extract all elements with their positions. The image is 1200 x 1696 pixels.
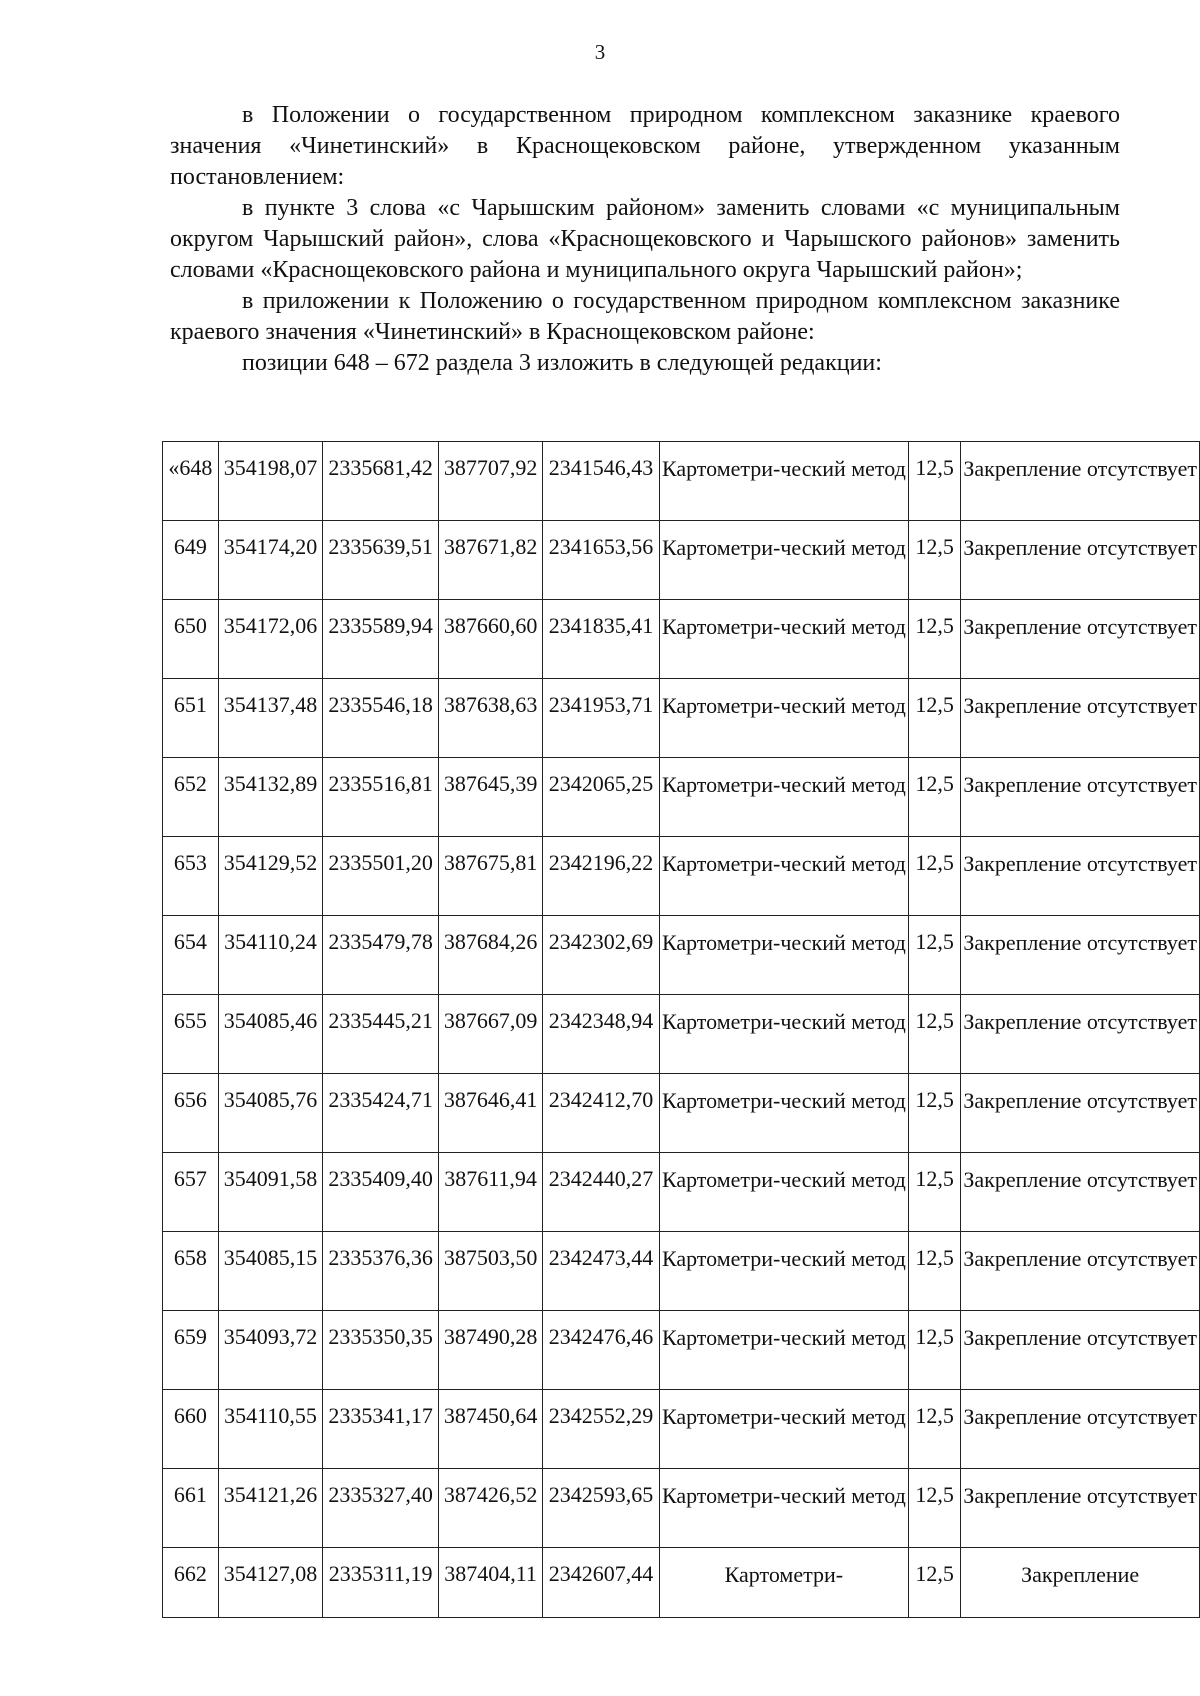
method-cell: Картометри- xyxy=(659,1548,908,1618)
y1-cell: 2335445,21 xyxy=(323,995,439,1074)
y2-cell: 2341653,56 xyxy=(543,521,660,600)
x2-cell: 387490,28 xyxy=(439,1311,543,1390)
paragraph: позиции 648 – 672 раздела 3 изложить в следующей редакции: xyxy=(242,350,882,376)
point-number-cell: 655 xyxy=(163,995,219,1074)
accuracy-cell: 12,5 xyxy=(908,1232,961,1311)
table-row xyxy=(163,600,1200,679)
accuracy-cell: 12,5 xyxy=(908,916,961,995)
y2-cell: 2342607,44 xyxy=(543,1548,660,1618)
method-cell: Картометри-ческий метод xyxy=(659,1311,908,1390)
y2-cell: 2341835,41 xyxy=(543,600,660,679)
y2-cell: 2342593,65 xyxy=(543,1469,660,1548)
x1-cell: 354129,52 xyxy=(218,837,322,916)
y1-cell: 2335501,20 xyxy=(323,837,439,916)
y1-cell: 2335376,36 xyxy=(323,1232,439,1311)
table-body xyxy=(163,442,1200,1618)
document-body xyxy=(170,100,1120,379)
x2-cell: 387675,81 xyxy=(439,837,543,916)
point-number-cell: 653 xyxy=(163,837,219,916)
y2-cell: 2341953,71 xyxy=(543,679,660,758)
y2-cell: 2342196,22 xyxy=(543,837,660,916)
method-cell: Картометри-ческий метод xyxy=(659,679,908,758)
method-cell: Картометри-ческий метод xyxy=(659,1153,908,1232)
table-row xyxy=(163,679,1200,758)
x1-cell: 354172,06 xyxy=(218,600,322,679)
x2-cell: 387645,39 xyxy=(439,758,543,837)
table-row xyxy=(163,995,1200,1074)
x1-cell: 354091,58 xyxy=(218,1153,322,1232)
point-number-cell: 651 xyxy=(163,679,219,758)
point-number-cell: «648 xyxy=(163,442,219,521)
table-row xyxy=(163,1469,1200,1548)
table-row xyxy=(163,1548,1200,1618)
x2-cell: 387707,92 xyxy=(439,442,543,521)
fixing-cell: Закрепление отсутствует xyxy=(961,679,1200,758)
y1-cell: 2335327,40 xyxy=(323,1469,439,1548)
accuracy-cell: 12,5 xyxy=(908,1548,961,1618)
fixing-cell: Закрепление отсутствует xyxy=(961,1074,1200,1153)
accuracy-cell: 12,5 xyxy=(908,1469,961,1548)
point-number-cell: 654 xyxy=(163,916,219,995)
method-cell: Картометри-ческий метод xyxy=(659,600,908,679)
x1-cell: 354198,07 xyxy=(218,442,322,521)
table-row xyxy=(163,1232,1200,1311)
table-row xyxy=(163,442,1200,521)
method-cell: Картометри-ческий метод xyxy=(659,1074,908,1153)
y1-cell: 2335350,35 xyxy=(323,1311,439,1390)
x2-cell: 387660,60 xyxy=(439,600,543,679)
method-cell: Картометри-ческий метод xyxy=(659,442,908,521)
point-number-cell: 659 xyxy=(163,1311,219,1390)
paragraph: в приложении к Положению о государственном природном комплексном заказнике краевого значения «Чинетинский» в Краснощековском районе: xyxy=(170,288,1120,345)
method-cell: Картометри-ческий метод xyxy=(659,1390,908,1469)
accuracy-cell: 12,5 xyxy=(908,1311,961,1390)
table-row xyxy=(163,837,1200,916)
x2-cell: 387450,64 xyxy=(439,1390,543,1469)
table-row xyxy=(163,1311,1200,1390)
x2-cell: 387503,50 xyxy=(439,1232,543,1311)
method-cell: Картометри-ческий метод xyxy=(659,1232,908,1311)
table-row xyxy=(163,758,1200,837)
y2-cell: 2342440,27 xyxy=(543,1153,660,1232)
fixing-cell: Закрепление отсутствует xyxy=(961,442,1200,521)
y1-cell: 2335341,17 xyxy=(323,1390,439,1469)
point-number-cell: 662 xyxy=(163,1548,219,1618)
fixing-cell: Закрепление отсутствует xyxy=(961,600,1200,679)
method-cell: Картометри-ческий метод xyxy=(659,916,908,995)
page-number: 3 xyxy=(594,40,606,64)
accuracy-cell: 12,5 xyxy=(908,442,961,521)
x2-cell: 387646,41 xyxy=(439,1074,543,1153)
accuracy-cell: 12,5 xyxy=(908,1390,961,1469)
fixing-cell: Закрепление отсутствует xyxy=(961,1311,1200,1390)
x2-cell: 387638,63 xyxy=(439,679,543,758)
method-cell: Картометри-ческий метод xyxy=(659,837,908,916)
accuracy-cell: 12,5 xyxy=(908,600,961,679)
point-number-cell: 649 xyxy=(163,521,219,600)
fixing-cell: Закрепление xyxy=(961,1548,1200,1618)
x1-cell: 354085,15 xyxy=(218,1232,322,1311)
y2-cell: 2342065,25 xyxy=(543,758,660,837)
method-cell: Картометри-ческий метод xyxy=(659,521,908,600)
x1-cell: 354174,20 xyxy=(218,521,322,600)
y2-cell: 2342412,70 xyxy=(543,1074,660,1153)
x2-cell: 387671,82 xyxy=(439,521,543,600)
x1-cell: 354127,08 xyxy=(218,1548,322,1618)
y1-cell: 2335546,18 xyxy=(323,679,439,758)
table-row xyxy=(163,521,1200,600)
accuracy-cell: 12,5 xyxy=(908,679,961,758)
fixing-cell: Закрепление отсутствует xyxy=(961,521,1200,600)
x1-cell: 354085,76 xyxy=(218,1074,322,1153)
y1-cell: 2335424,71 xyxy=(323,1074,439,1153)
x1-cell: 354137,48 xyxy=(218,679,322,758)
y2-cell: 2341546,43 xyxy=(543,442,660,521)
point-number-cell: 658 xyxy=(163,1232,219,1311)
x2-cell: 387667,09 xyxy=(439,995,543,1074)
fixing-cell: Закрепление отсутствует xyxy=(961,758,1200,837)
fixing-cell: Закрепление отсутствует xyxy=(961,1390,1200,1469)
fixing-cell: Закрепление отсутствует xyxy=(961,916,1200,995)
y1-cell: 2335479,78 xyxy=(323,916,439,995)
accuracy-cell: 12,5 xyxy=(908,995,961,1074)
x1-cell: 354132,89 xyxy=(218,758,322,837)
x1-cell: 354085,46 xyxy=(218,995,322,1074)
method-cell: Картометри-ческий метод xyxy=(659,1469,908,1548)
y1-cell: 2335589,94 xyxy=(323,600,439,679)
fixing-cell: Закрепление отсутствует xyxy=(961,837,1200,916)
paragraph: в Положении о государственном природном комплексном заказнике краевого значения «Чинетинский» в Краснощековском районе, утвержденном указанным постановлением: xyxy=(170,102,1120,190)
point-number-cell: 652 xyxy=(163,758,219,837)
table-row xyxy=(163,1153,1200,1232)
fixing-cell: Закрепление отсутствует xyxy=(961,1232,1200,1311)
x1-cell: 354093,72 xyxy=(218,1311,322,1390)
x1-cell: 354110,24 xyxy=(218,916,322,995)
x2-cell: 387404,11 xyxy=(439,1548,543,1618)
table-row xyxy=(163,916,1200,995)
y2-cell: 2342473,44 xyxy=(543,1232,660,1311)
y2-cell: 2342348,94 xyxy=(543,995,660,1074)
x2-cell: 387426,52 xyxy=(439,1469,543,1548)
paragraph: в пункте 3 слова «с Чарышским районом» заменить словами «с муниципальным округом Чарышский район», слова «Краснощековского и Чарышского районов» заменить словами «Краснощековского района и муниципального округа Чарышский район»; xyxy=(170,195,1120,283)
y1-cell: 2335639,51 xyxy=(323,521,439,600)
accuracy-cell: 12,5 xyxy=(908,1153,961,1232)
point-number-cell: 650 xyxy=(163,600,219,679)
y2-cell: 2342552,29 xyxy=(543,1390,660,1469)
fixing-cell: Закрепление отсутствует xyxy=(961,1153,1200,1232)
coordinates-table xyxy=(162,441,1200,1618)
method-cell: Картометри-ческий метод xyxy=(659,995,908,1074)
point-number-cell: 660 xyxy=(163,1390,219,1469)
point-number-cell: 656 xyxy=(163,1074,219,1153)
fixing-cell: Закрепление отсутствует xyxy=(961,1469,1200,1548)
accuracy-cell: 12,5 xyxy=(908,521,961,600)
x1-cell: 354110,55 xyxy=(218,1390,322,1469)
accuracy-cell: 12,5 xyxy=(908,758,961,837)
y1-cell: 2335681,42 xyxy=(323,442,439,521)
table-row xyxy=(163,1390,1200,1469)
fixing-cell: Закрепление отсутствует xyxy=(961,995,1200,1074)
x2-cell: 387611,94 xyxy=(439,1153,543,1232)
y2-cell: 2342476,46 xyxy=(543,1311,660,1390)
y1-cell: 2335516,81 xyxy=(323,758,439,837)
accuracy-cell: 12,5 xyxy=(908,1074,961,1153)
point-number-cell: 657 xyxy=(163,1153,219,1232)
x1-cell: 354121,26 xyxy=(218,1469,322,1548)
method-cell: Картометри-ческий метод xyxy=(659,758,908,837)
x2-cell: 387684,26 xyxy=(439,916,543,995)
y2-cell: 2342302,69 xyxy=(543,916,660,995)
point-number-cell: 661 xyxy=(163,1469,219,1548)
table-row xyxy=(163,1074,1200,1153)
accuracy-cell: 12,5 xyxy=(908,837,961,916)
y1-cell: 2335311,19 xyxy=(323,1548,439,1618)
y1-cell: 2335409,40 xyxy=(323,1153,439,1232)
